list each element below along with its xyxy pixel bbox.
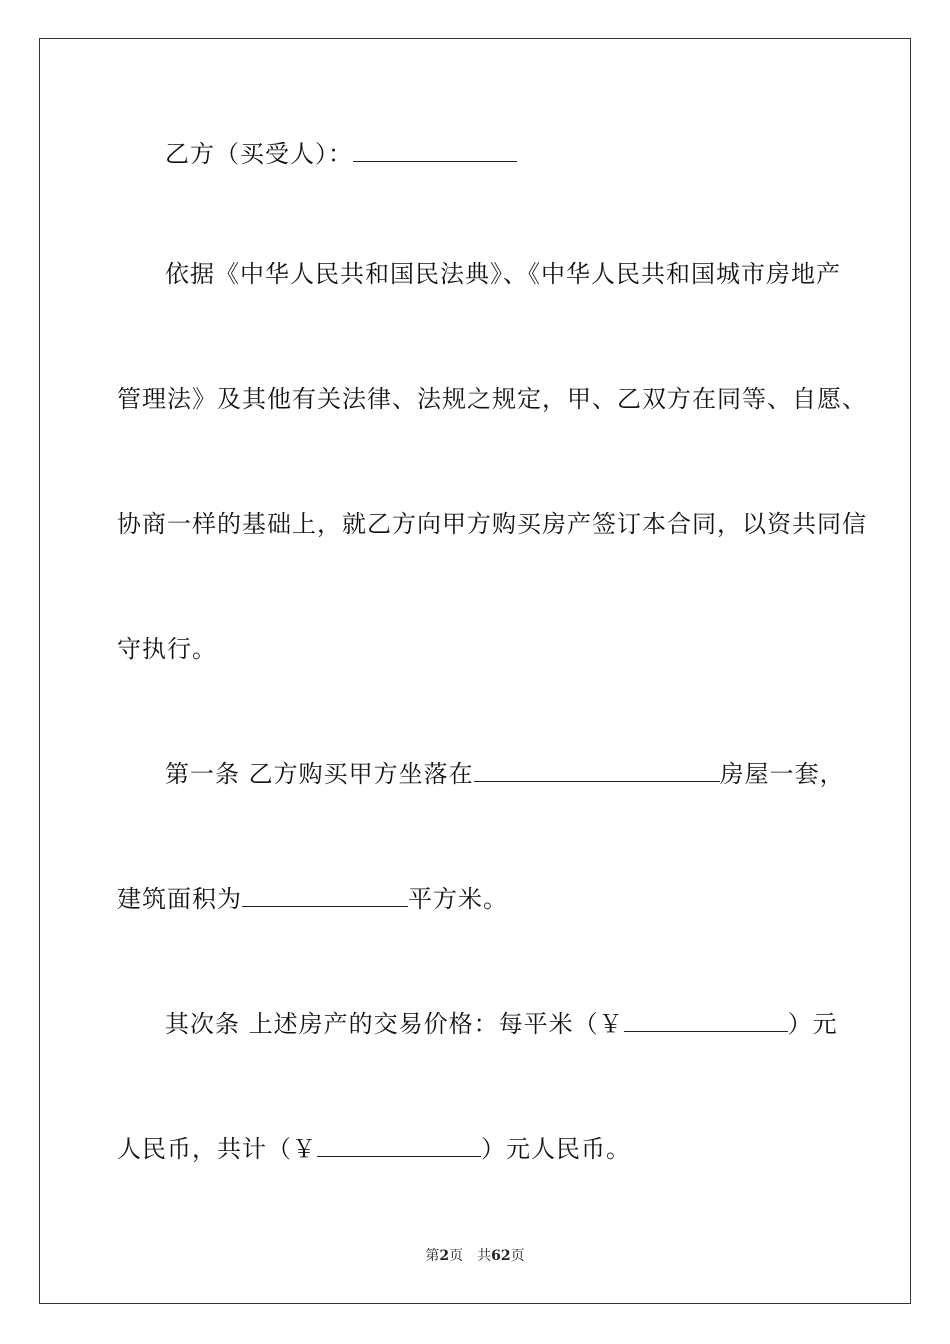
paragraph-text: 管理法》及其他有关法律、法规之规定，甲、乙双方在同等、自愿、 <box>117 385 867 413</box>
paragraph-line-2 <box>117 385 867 413</box>
paragraph-text: 依据《中华人民共和国民法典》、《中华人民共和国城市房地产 <box>165 260 841 288</box>
total-unit: ）元人民币。 <box>481 1135 631 1163</box>
article-1-line-1 <box>165 760 845 788</box>
page-prefix: 第 <box>425 1248 440 1264</box>
paragraph-text: 守执行。 <box>117 635 217 663</box>
buyer-name-blank <box>353 141 517 162</box>
unit-price-blank <box>624 1011 788 1032</box>
location-blank <box>474 761 720 782</box>
area-label: 建筑面积为 <box>117 885 242 913</box>
article-2-line-1 <box>165 1010 838 1038</box>
page-border <box>39 38 911 1304</box>
total-prefix: 共 <box>477 1248 492 1264</box>
article-1-text-tail: 房屋一套， <box>719 760 845 788</box>
paragraph-text: 协商一样的基础上，就乙方向甲方购买房产签订本合同，以资共同信 <box>117 510 867 538</box>
article-1-line-2 <box>117 885 508 913</box>
page-footer <box>0 1247 950 1265</box>
article-2-line-2 <box>117 1135 631 1163</box>
page-current: 2 <box>439 1248 450 1264</box>
price-unit: ）元 <box>787 1010 838 1038</box>
page-unit: 页 <box>449 1248 464 1264</box>
area-unit: 平方米。 <box>408 885 508 913</box>
total-unit-label: 页 <box>510 1248 525 1264</box>
price-label: 其次条 上述房产的交易价格：每平米（￥ <box>165 1010 624 1038</box>
area-blank <box>242 886 408 907</box>
total-label: 人民币，共计（￥ <box>117 1135 317 1163</box>
total-price-blank <box>317 1136 481 1157</box>
article-1-text: 第一条 乙方购买甲方坐落在 <box>165 760 474 788</box>
page-total: 62 <box>491 1248 511 1264</box>
buyer-line <box>165 140 517 168</box>
paragraph-line-3 <box>117 510 867 538</box>
paragraph-line-4 <box>117 635 217 663</box>
buyer-label: 乙方（买受人）： <box>165 140 353 168</box>
paragraph-line-1 <box>165 260 841 288</box>
